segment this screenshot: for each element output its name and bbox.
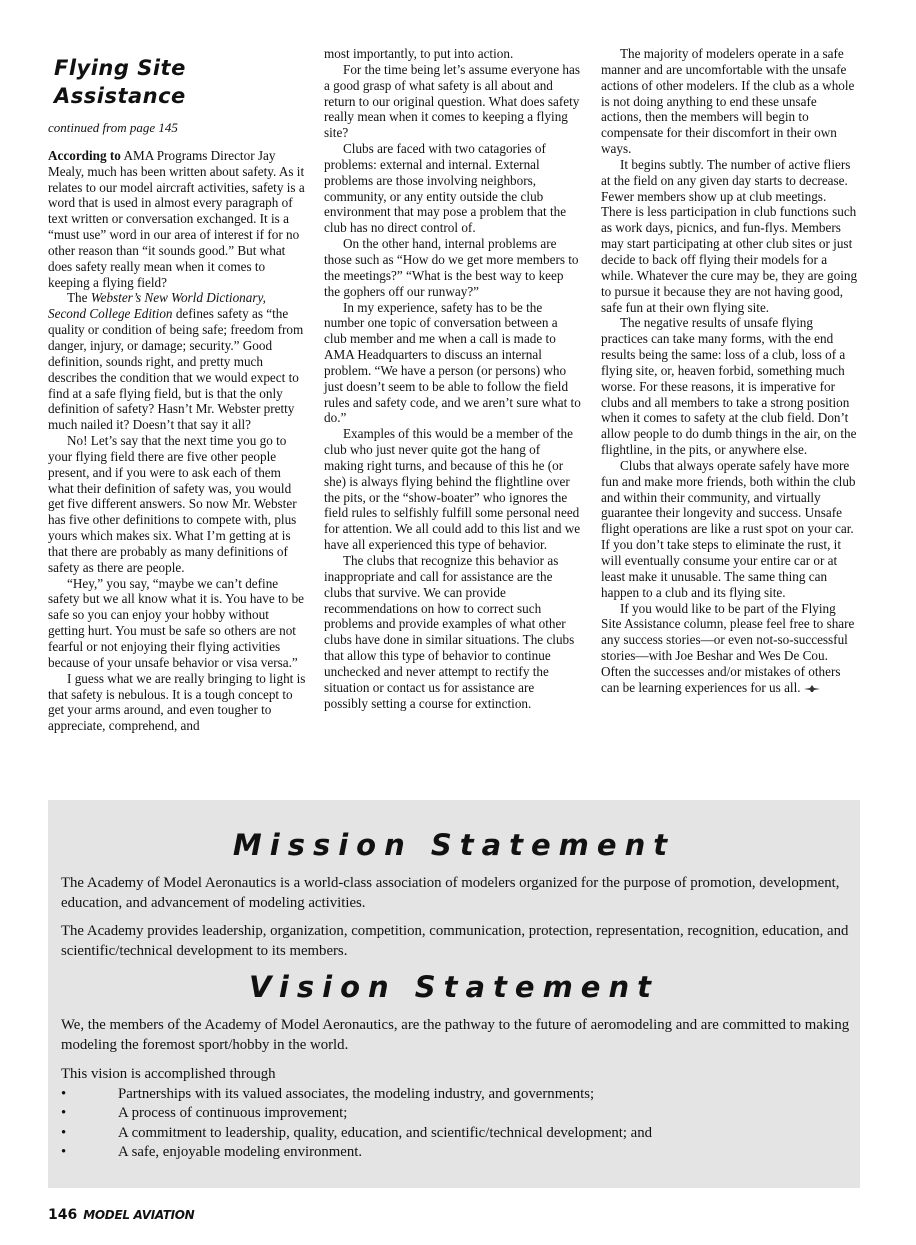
end-mark-icon	[803, 684, 821, 693]
paragraph: In my experience, safety has to be the number one topic of conversation between a club member and me when a call is made to AMA Headquarters to discuss an internal problem. “We have a person (or persons) who just doesn’t seem to be able to follow the field rules and safety code, and we aren’t sure what to do.”	[324, 299, 581, 426]
article-column-2	[324, 46, 581, 711]
paragraph: I guess what we are really bringing to light is that safety is nebulous. It is a tough concept to get your arms around, and even tougher to appreciate, comprehend, and	[48, 670, 306, 734]
vision-paragraph: We, the members of the Academy of Model Aeronautics, are the pathway to the future of aeromodeling and are committed to making modeling the foremost sport/hobby in the world.	[61, 1017, 850, 1053]
paragraph: The negative results of unsafe flying practices can take many forms, with the end results being the same: loss of a club, loss of a flying site, or, heaven forbid, something much worse. For these reasons, it is imperative for clubs and all members to take a strong position when it comes to safety at the club field. Don’t allow people to do dumb things in the air, on the flightline, in the pits, or anywhere else.	[601, 315, 857, 458]
page-footer	[48, 1206, 194, 1226]
list-item: • A process of continuous improvement;	[61, 1104, 851, 1124]
article-title: Flying Site Assistance	[54, 56, 186, 108]
mission-paragraph: The Academy of Model Aeronautics is a world-class association of modelers organized for the purpose of promotion, development, education, and advancement of modeling activities.	[61, 875, 840, 911]
paragraph: Clubs that always operate safely have more fun and make more friends, both within the club and within their community, and virtually guarantee their longevity and success. Unsafe flight operations are like a rust spot on your car. If you don’t take steps to eliminate the rust, it will eventually consume your entire car or at least make it unusable. The same thing can happen to a club and its flying site.	[601, 457, 856, 600]
list-item: • A safe, enjoyable modeling environment.	[61, 1143, 851, 1163]
magazine-name: MODEL AVIATION	[83, 1208, 195, 1222]
vision-title: Vision Statement	[249, 970, 659, 1004]
vision-body	[61, 1016, 851, 1163]
mission-body	[61, 874, 851, 961]
paragraph: most importantly, to put into action.	[324, 46, 514, 61]
bullet: •	[61, 1085, 67, 1102]
paragraph: “Hey,” you say, “maybe we can’t define safety but we all know what it is. You have to be safe so you can enjoy your hobby without getting hurt. You must be safe so others are not fearful or not enjoying their flying activities because of your unsafe behavior or visa versa.”	[48, 575, 305, 670]
paragraph: According to AMA Programs Director Jay Mealy, much has been written about safety. As it relates to our model aircraft activities, safety is a word that is used in almost every paragraph of text written or conversation exchanged. It is a “must use” word in our area of interest if for no other reason than “it sounds good.” But what does safety really mean when it comes to keeping a flying field?	[48, 147, 305, 290]
list-item: • Partnerships with its valued associates, the modeling industry, and governments;	[61, 1085, 851, 1105]
statements-box	[48, 800, 860, 1188]
bullet: •	[61, 1124, 67, 1141]
paragraph: Examples of this would be a member of the club who just never quite got the hang of making right turns, and because of this he (or she) is always flying behind the flightline over the pits, or the “show-boater” who ignores the field rules to selfishly fulfill some personal need for attention. We all could add to this list and we have all experienced this type of behavior.	[324, 426, 581, 553]
paragraph: It begins subtly. The number of active fliers at the field on any given day starts to decrease. Fewer members show up at club meetings. There is less participation in club functions such as work days, picnics, and fun-flys. Members may start participating at other club sites or just decide to back off flying their models for a while. Whatever the cure may be, they are going to pursue it because they are not having good, safe fun at their own flying site.	[601, 156, 858, 315]
paragraph: Clubs are faced with two catagories of problems: external and internal. External problems are those involving neighbors, community, or any entity outside the club environment that may pose a problem that the club has no direct control of.	[324, 141, 567, 236]
article-column-3	[601, 46, 859, 696]
bullet: •	[61, 1105, 67, 1121]
paragraph: The Webster’s New World Dictionary, Second College Edition defines safety as “the quality or condition of being safe; freedom from danger, injury, or damage; security.” Good definition, sounds right, and pretty much describes the condition that we would expect to find at a safe flying field, but is that the only definition of safety? Hasn’t Mr. Webster pretty much nailed it? Doesn’t that say it all?	[48, 290, 304, 433]
paragraph: The clubs that recognize this behavior as inappropriate and call for assistance are the clubs that survive. We can provide recommendations on how to correct such problems and provide examples of what other clubs have done in similar situations. The clubs that allow this type of behavior to continue unchecked and never attempt to rectify the situation or contact us for assistance are possibly setting a course for extinction.	[324, 553, 575, 711]
continued-note: continued from page 145	[48, 120, 178, 135]
lead-in: According to	[48, 147, 121, 163]
article-column-1	[48, 46, 306, 734]
mission-title: Mission Statement	[232, 828, 676, 862]
vision-list	[61, 1085, 851, 1163]
paragraph: On the other hand, internal problems are those such as “How do we get more members to the meetings?” “What is the best way to keep the gophers off our runway?”	[324, 236, 579, 299]
page-number: 146	[48, 1207, 78, 1223]
bullet: •	[61, 1144, 67, 1160]
paragraph: For the time being let’s assume everyone has a good grasp of what safety is all about and return to our original question. What does safety really mean when it comes to keeping a flying site?	[324, 61, 580, 141]
paragraph: The majority of modelers operate in a safe manner and are uncomfortable with the unsafe actions of other modelers. If the club as a whole is not doing anything to end these unsafe actions, then the members will begin to compensate for their discomfort in their own ways.	[601, 46, 855, 157]
paragraph: No! Let’s say that the next time you go to your flying field there are five other people present, and if you were to ask each of them what their definition of safety was, you would get five different answers. So now Mr. Webster has five other definitions to compete with, plus yours which makes six. What I’m getting at is that there are probably as many definitions of safety as there are people.	[48, 433, 297, 575]
mission-paragraph: The Academy provides leadership, organization, competition, communication, protection, representation, recognition, education, and scientific/technical development to its members.	[61, 923, 849, 959]
list-item: • A commitment to leadership, quality, education, and scientific/technical development; and	[61, 1124, 851, 1144]
vision-intro: This vision is accomplished through	[61, 1066, 276, 1082]
dictionary-title: Webster’s New World Dictionary, Second College Edition	[48, 290, 266, 322]
paragraph: If you would like to be part of the Flying Site Assistance column, please feel free to share any success stories—or even not-so-successful stories—with Joe Beshar and Wes De Cou. Often the successes and/or mistakes of others can be learning experiences for us all.	[601, 600, 855, 695]
